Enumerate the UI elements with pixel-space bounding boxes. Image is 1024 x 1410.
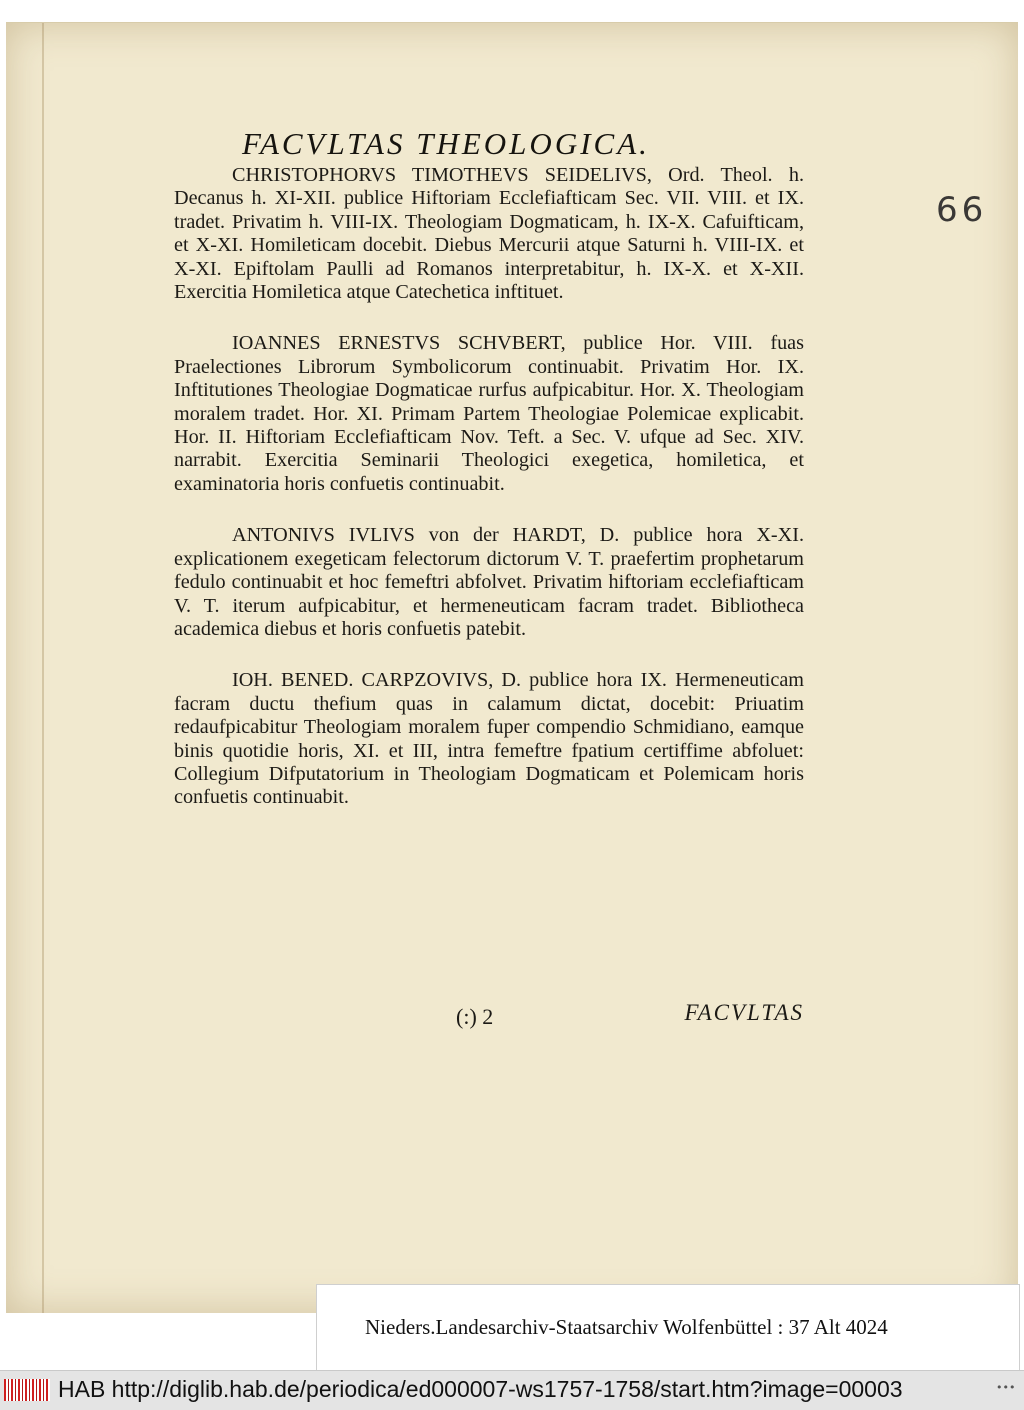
entry-text: IOH. BENED. CARPZOVIVS, D. publice hora IX. Hermeneuticam facram ductu thefium quas in calamum dictat, docebit: Priuatim redaufpicabitur Theologiam moralem fuper compendio Schmidiano, eamque binis quotidie horis, XI. et III, intra femeftre fpatium certiffime abfoluet: Collegium Difputatorium in Theologiam Dogmaticam et Polemicam horis confuetis continuabit. [174, 669, 804, 809]
entry-text: IOANNES ERNESTVS SCHVBERT, publice Hor. VIII. fuas Praelectiones Librorum Symbolicorum continuabit. Privatim Hor. IX. Inftitutiones Theologiae Dogmaticae rurfus aufpicabitur. Hor. X. Theologiam moralem tradet. Hor. XI. Primam Partem Theologiae Polemicae explicabit. Hor. II. Hiftoriam Ecclefiafticam Nov. Teft. a Sec. V. ufque ad Sec. XIV. narrabit. Exercitia Seminarii Theologici exegetica, homiletica, et examinatoria horis confuetis continuabit. [174, 332, 804, 495]
entry-carpzovius [174, 669, 804, 809]
url-footer-bar [0, 1370, 1024, 1410]
entry-seidelius [174, 164, 804, 304]
archive-label [316, 1284, 1020, 1372]
entry-hardt [174, 524, 804, 641]
source-url[interactable]: HAB http://diglib.hab.de/periodica/ed000007-ws1757-1758/start.htm?image=00003 [58, 1376, 903, 1402]
entry-text: ANTONIVS IVLIVS von der HARDT, D. publice hora X-XI. explicationem exegeticam felectorum dictorum V. T. praefertim prophetarum fedulo continuabit et hoc femeftri abfolvet. Privatim hiftoriam ecclefiafticam V. T. iterum aufpicabitur, et hermeneuticam facram tradet. Bibliotheca academica diebus et horis confuetis patebit. [174, 524, 804, 640]
page-footer [174, 1000, 804, 1040]
page-content [174, 112, 804, 838]
more-icon: ••• [996, 1381, 1016, 1394]
signature-mark: (:) 2 [456, 1004, 494, 1029]
entry-schubert [174, 332, 804, 496]
barcode-icon [4, 1379, 50, 1401]
archive-label-text: Nieders.Landesarchiv-Staatsarchiv Wolfenbüttel : 37 Alt 4024 [365, 1315, 888, 1339]
fold-line [42, 23, 44, 1313]
entry-text: CHRISTOPHORVS TIMOTHEVS SEIDELIVS, Ord. Theol. h. Decanus h. XI-XII. publice Hiftoriam Ecclefiafticam Sec. VII. VIII. et IX. tradet. Privatim h. VIII-IX. Theologiam Dogmaticam, h. IX-X. Cafuifticam, et X-XI. Homileticam docebit. Diebus Mercurii atque Saturni h. VIII-IX. et X-XI. Epiftolam Paulli ad Romanos interpretabitur, h. IX-X. et X-XII. Exercitia Homiletica atque Catechetica inftituet. [174, 164, 804, 304]
catchword: FACVLTAS [684, 1000, 804, 1025]
page-number: 66 [936, 190, 988, 230]
page-heading: FACVLTAS THEOLOGICA. [242, 126, 650, 161]
